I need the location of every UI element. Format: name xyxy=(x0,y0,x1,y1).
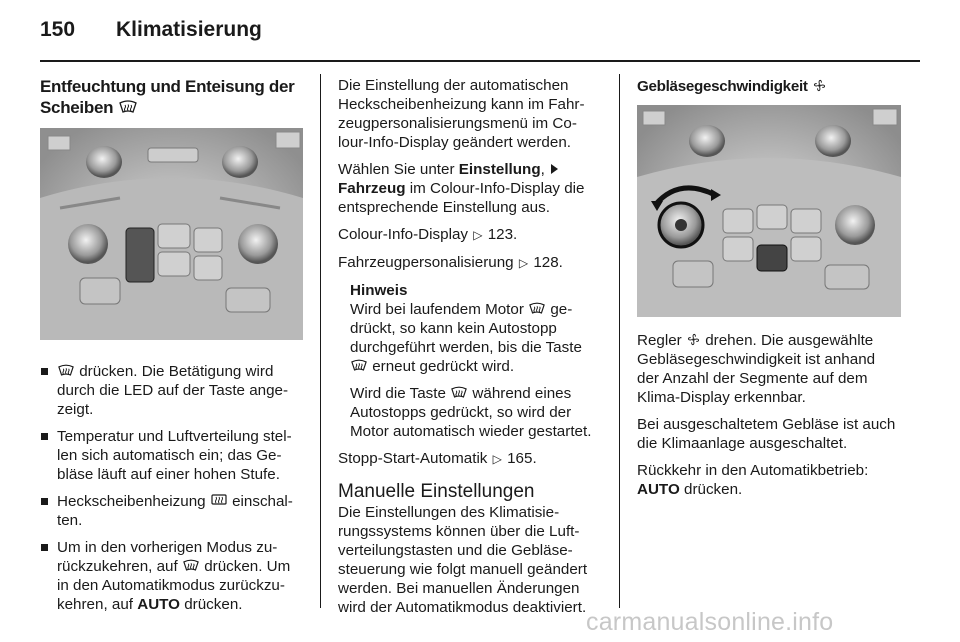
windshield-defrost-icon xyxy=(451,386,467,399)
column-divider-1 xyxy=(320,74,321,608)
windshield-defrost-icon xyxy=(529,302,545,315)
rear-window-heating-icon xyxy=(211,494,227,507)
windshield-defrost-icon xyxy=(183,559,199,572)
column-1 xyxy=(40,76,303,622)
paragraph: Bei ausgeschaltetem Gebläse ist auch die Klimaanlage ausgeschaltet. xyxy=(637,416,896,452)
paragraph: Wird bei laufendem Motor ge- drückt, so kann kein Autostopp durchgeführt werden, bis die Taste erneut gedrückt wird. xyxy=(350,301,582,375)
note-title: Hinweis xyxy=(350,282,408,299)
cross-reference[interactable]: Fahrzeugpersonalisierung ▷ 128. xyxy=(338,254,563,271)
list-item: Temperatur und Luftverteilung stel- len sich automatisch ein; das Ge- bläse läuft auf einer hohen Stufe. xyxy=(40,427,303,484)
list-item: Heckscheibenheizung einschal- ten. xyxy=(40,492,303,530)
bullet-marker xyxy=(41,498,48,505)
page-reference-arrow-icon: ▷ xyxy=(492,452,502,466)
column-divider-2 xyxy=(619,74,620,608)
fan-icon xyxy=(813,79,826,92)
note-box xyxy=(350,281,602,441)
page-reference-arrow-icon: ▷ xyxy=(473,228,483,242)
paragraph: Wählen Sie unter Einstellung, Fahrzeug im Colour-Info-Display die entsprechende Einstellung aus. xyxy=(338,161,585,216)
page-reference-arrow-icon: ▷ xyxy=(518,256,529,270)
list-item: Um in den vorherigen Modus zu- rückzukehren, auf drücken. Um in den Automatikmodus zurückzu- kehren, auf AUTO drücken. xyxy=(40,538,303,614)
bullet-marker xyxy=(41,433,48,440)
defrost-steps xyxy=(40,362,303,614)
fan-icon xyxy=(687,333,700,346)
cross-reference[interactable]: Colour-Info-Display ▷ 123. xyxy=(338,226,518,243)
windshield-defrost-icon xyxy=(351,359,367,372)
chapter-title: Klimatisierung xyxy=(116,18,262,41)
climate-panel-photo-defrost xyxy=(40,128,303,340)
paragraph: Die Einstellung der automatischen Heckscheibenheizung kann im Fahr- zeugpersonalisierungsmenü im Co- lour-Info-Display geändert werden. xyxy=(338,77,585,151)
paragraph: Wird die Taste während eines Autostopps gedrückt, so wird der Motor automatisch wieder gestartet. xyxy=(350,385,592,440)
windshield-defrost-icon xyxy=(119,100,137,114)
paragraph: Rückkehr in den Automatikbetrieb: AUTO drücken. xyxy=(637,462,869,498)
bullet-marker xyxy=(41,368,48,375)
watermark: carmanualsonline.info xyxy=(586,608,834,636)
page-number: 150 xyxy=(40,18,76,41)
paragraph: Die Einstellungen des Klimatisie- rungssystems können über die Luft- verteilungstasten und die Gebläse- steuerung wie folgt manuell geändert werden. Bei manuellen Änderungen wird der Automatikmodus deaktiviert. xyxy=(338,504,588,616)
header-rule xyxy=(40,60,920,62)
menu-arrow-icon xyxy=(551,164,558,174)
column-2 xyxy=(338,76,602,625)
page-header xyxy=(40,18,920,58)
bullet-marker xyxy=(41,544,48,551)
column-3 xyxy=(637,76,901,507)
section-heading-fan: Gebläsegeschwindigkeit xyxy=(637,76,901,97)
windshield-defrost-icon xyxy=(58,364,74,377)
section-heading-defrost: Entfeuchtung und Enteisung der Scheiben xyxy=(40,77,295,117)
climate-panel-photo-fan xyxy=(637,105,901,317)
list-item: drücken. Die Betätigung wird durch die LED auf der Taste ange- zeigt. xyxy=(40,362,303,419)
section-heading-manual: Manuelle Einstellungen xyxy=(338,481,535,502)
cross-reference[interactable]: Stopp-Start-Automatik ▷ 165. xyxy=(338,450,537,467)
paragraph: Regler drehen. Die ausgewählte Gebläsegeschwindigkeit ist anhand der Anzahl der Segmente auf dem Klima-Display erkennbar. xyxy=(637,332,876,406)
